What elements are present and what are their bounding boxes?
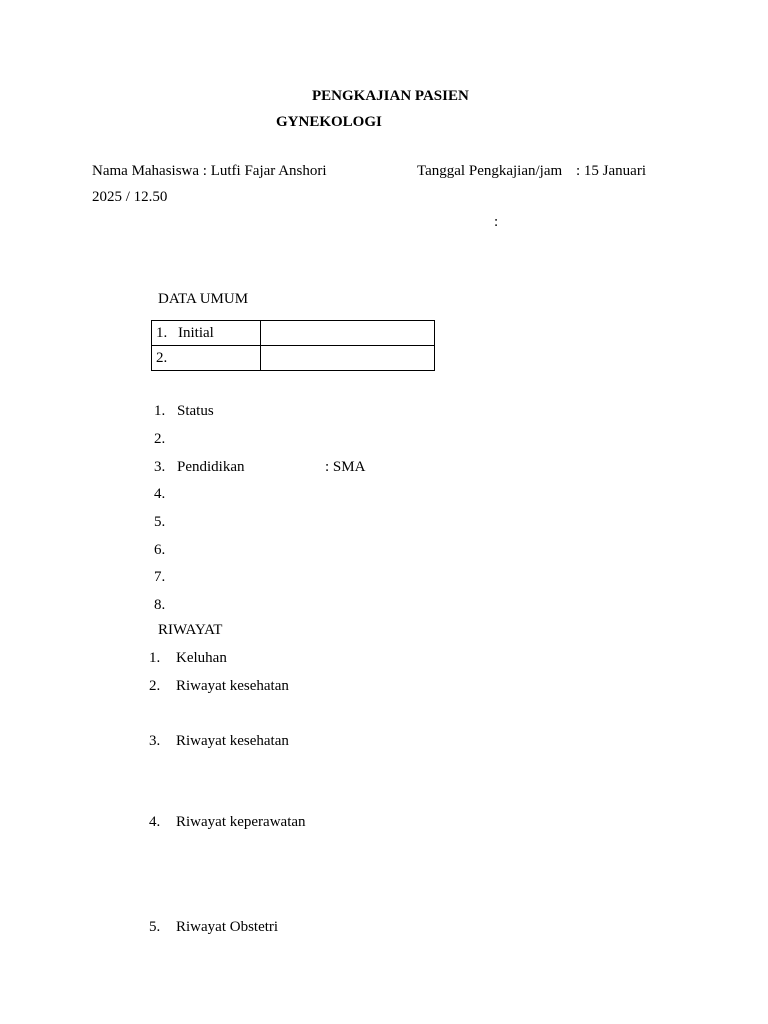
row-number: 1.	[156, 325, 168, 341]
list-item-number: 5.	[154, 514, 166, 530]
list-item-label: Riwayat keperawatan	[176, 814, 306, 830]
table-cell-label	[152, 346, 261, 371]
data-umum-heading: DATA UMUM	[158, 291, 249, 307]
list-item-number: 7.	[154, 569, 166, 585]
list-item-number: 5.	[149, 919, 161, 935]
table-row	[152, 321, 435, 346]
table-cell-label	[152, 321, 261, 346]
list-item-label: Riwayat Obstetri	[176, 919, 279, 935]
list-item-number: 2.	[154, 431, 166, 447]
list-item-number: 8.	[154, 597, 166, 613]
data-umum-table	[151, 320, 435, 371]
table-cell-value	[261, 321, 435, 346]
list-item-label: Status	[177, 403, 214, 419]
list-item-label: Pendidikan	[177, 459, 245, 475]
row-number: 2.	[156, 350, 168, 366]
list-item-number: 3.	[149, 733, 161, 749]
row-label: Initial	[178, 325, 214, 341]
list-item-value: : SMA	[325, 459, 366, 475]
list-item-number: 4.	[149, 814, 161, 830]
page-title-line1: PENGKAJIAN PASIEN	[312, 88, 469, 104]
page-title-line2: GYNEKOLOGI	[276, 114, 382, 130]
list-item-number: 3.	[154, 459, 166, 475]
list-item-number: 1.	[154, 403, 166, 419]
table-row	[152, 346, 435, 371]
list-item-number: 6.	[154, 542, 166, 558]
assessment-date-label: Tanggal Pengkajian/jam	[417, 163, 563, 179]
assessment-date-value-cont: 2025 / 12.50	[92, 189, 168, 205]
list-item-label: Riwayat kesehatan	[176, 733, 289, 749]
table-cell-value	[261, 346, 435, 371]
list-item-number: 2.	[149, 678, 161, 694]
stray-colon: :	[494, 214, 499, 230]
riwayat-heading: RIWAYAT	[158, 622, 223, 638]
assessment-date-value: : 15 Januari	[576, 163, 646, 179]
list-item-number: 1.	[149, 650, 161, 666]
list-item-number: 4.	[154, 486, 166, 502]
list-item-label: Riwayat kesehatan	[176, 678, 289, 694]
list-item-label: Keluhan	[176, 650, 227, 666]
student-name-label: Nama Mahasiswa : Lutfi Fajar Anshori	[92, 163, 327, 179]
